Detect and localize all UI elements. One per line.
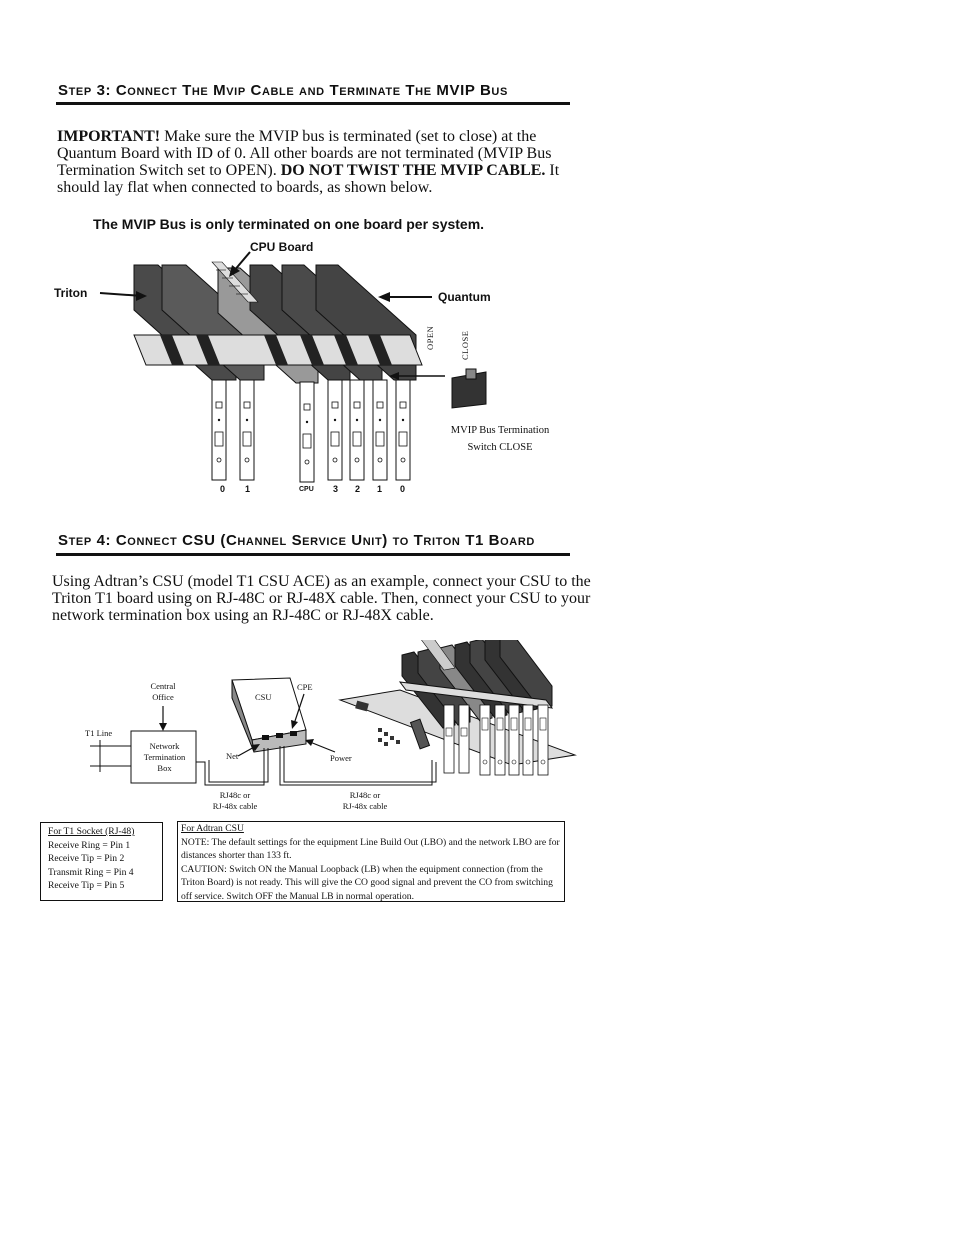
pinout-line: Receive Tip = Pin 2 — [48, 853, 125, 864]
cable-label-right — [335, 790, 395, 812]
label-triton: Triton — [54, 286, 88, 300]
step3-rule — [56, 102, 570, 105]
adtran-caution: CAUTION: Switch ON the Manual Loopback (LB) when the equipment connection (from the Triton Board) is not ready. This will give the CO good signal and prevent the CO from switching off service. Switch OFF the Manual LB in normal operation. — [181, 863, 553, 902]
central-office-line2: Office — [152, 692, 174, 702]
switch-caption-line1: MVIP Bus Termination — [450, 425, 550, 436]
slot-label: 3 — [333, 484, 339, 494]
central-office-line1: Central — [150, 681, 176, 691]
figure-caption: The MVIP Bus is only terminated on one board per system. — [93, 216, 485, 232]
pinout-line: Receive Ring = Pin 1 — [48, 839, 131, 851]
pinout-title: For T1 Socket (RJ-48) — [48, 826, 135, 837]
central-office-label — [140, 681, 186, 703]
adtran-note: NOTE: The default settings for the equipment Line Build Out (LBO) and the network LBO are for distances shorter than 133 ft. — [181, 836, 560, 861]
cable-left-line2: RJ-48x cable — [212, 801, 258, 811]
label-cpu-board: CPU Board — [250, 240, 314, 254]
step4-heading: Step 4: Connect CSU (Channel Service Unit) to Triton T1 Board — [58, 532, 535, 549]
pinout-line: Receive Tip = Pin 5 — [48, 880, 125, 891]
adtran-note-box — [177, 821, 565, 902]
step4-paragraph: Using Adtran’s CSU (model T1 CSU ACE) as an example, connect your CSU to the Triton T1 board using on RJ-48C or RJ-48X cable. Then, connect your CSU to your network termination box using an RJ-48C or RJ-48X cable. — [52, 573, 591, 624]
slot-label: 0 — [220, 484, 226, 494]
t1-line-label: T1 Line — [85, 728, 113, 738]
slot-label: 1 — [245, 484, 251, 494]
power-label: Power — [330, 753, 352, 763]
ntb-line2: Termination — [143, 752, 186, 762]
slot-label: 1 — [377, 484, 383, 494]
csu-label: CSU — [255, 692, 272, 702]
label-quantum: Quantum — [438, 290, 491, 304]
important-label: IMPORTANT! — [57, 128, 161, 145]
ntb-line1: Network — [149, 741, 180, 751]
rj48-pinout-box — [40, 822, 163, 901]
slot-label: 2 — [355, 484, 361, 494]
pinout-line: Transmit Ring = Pin 4 — [48, 866, 134, 878]
cable-right-line1: RJ48c or — [349, 790, 381, 800]
cpe-label: CPE — [297, 682, 313, 692]
flat-cable-text: It should lay flat when connected to boards, as shown below. — [57, 162, 560, 196]
step3-heading: Step 3: Connect The Mvip Cable and Terminate The MVIP Bus — [58, 82, 508, 99]
slot-label: CPU — [299, 486, 314, 493]
adtran-title: For Adtran CSU — [181, 823, 244, 834]
step3-paragraph — [57, 128, 597, 196]
no-twist-warning: DO NOT TWIST THE MVIP CABLE. — [280, 162, 546, 179]
network-termination-box-label — [133, 741, 196, 774]
ntb-line3: Box — [157, 763, 172, 773]
mvip-boards-figure — [0, 230, 600, 500]
step4-rule — [56, 553, 570, 556]
switch-caption — [438, 422, 562, 456]
label-open: OPEN — [425, 325, 435, 350]
label-close: CLOSE — [460, 330, 470, 360]
cable-label-left — [205, 790, 265, 812]
net-label: Net — [226, 751, 239, 761]
cable-right-line2: RJ-48x cable — [342, 801, 388, 811]
slot-label: 0 — [400, 484, 406, 494]
important-text: Make sure the MVIP bus is terminated (set to close) at the Quantum Board with ID of 0. All other boards are not terminated (MVIP Bus Termination Switch set to OPEN). — [57, 128, 552, 179]
switch-caption-line2: Switch CLOSE — [467, 442, 533, 453]
cable-left-line1: RJ48c or — [219, 790, 251, 800]
